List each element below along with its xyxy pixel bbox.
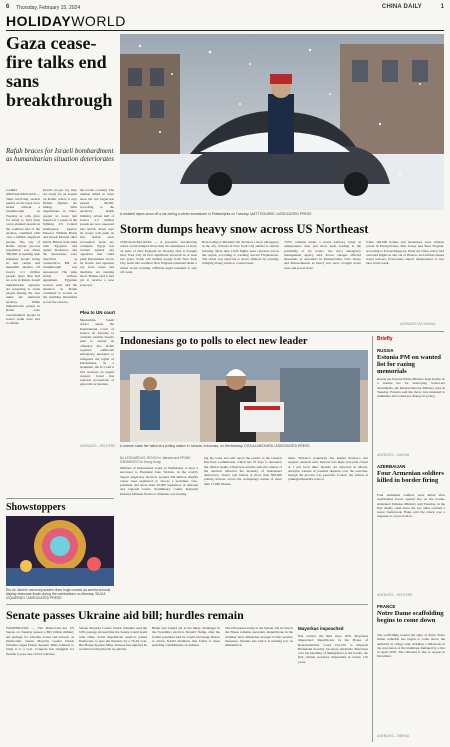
lead-headline: Gaza cease-fire talks end sans breakthrough [6,33,113,110]
section-title-rest: WORLD [71,13,126,29]
indonesia-col-2: ing the votes and will report the results to the General Elections Commission, which has 35 days to announce the official results. Observers said the smooth conduct of the election reflected the maturity of Indonesia's democracy. Voters cast ballots at more than 820,000 polling stations across the archipelago nation of more than 17,000 islands. [204,456,282,486]
briefs-sidebar [372,336,445,742]
section-title-bold: HOLIDAY [6,13,72,29]
brief-3-text: The scaffolding around the spire of Paris' Notre Dame cathedral has begun to come down, the authority in charge said, marking a milestone in the restoration of the landmark damaged by a fire in April 2019. The cathedral is due to reopen in December. [377,633,445,659]
lead-col-2: Israel's troops say they are ready for an assault on Rafah, where it says Hamas fighters are hiding. With negotiations in Cairo, people in Gaza had hoped for a pause in the fighting. US Central Intelligence Agency Director William Burns and Israeli Mossad chief David Barnea held talks with Egyptian and Qatari mediators, and the discussions were described as constructive. But no breakthrough was announced. The talks ended without agreement, Egyptian sources said, and the situation in Rafah continued to worsen as the bombing intensified across the enclave. [43,188,77,304]
storm-col-3: "NYC remains under a travel advisory today as temperatures drop and snow ends, leading to the possibility of icy roads," the city's emergency management agency said. Power outages affected thousands of customers in Pennsylvania, New Jersey and Massachusetts as heavy wet snow brought down trees and power lines. [284,240,361,270]
page-number: 6 [6,4,10,10]
lead-col-1: CAIRO, JERUSALEM/GAZA — Talks involving several parties on the Gaza truce ended without a breakthrough on Tuesday as calls grew for Israel to hold back on its planned assault on the southern end of the enclave, crammed with over a million displaced people. The city of Rafah, whose pre-war population was about 300,000, is teeming with homeless people living in tent camps and makeshift shelters. Of Gaza's 2.3 million people, more than half are now in Rafah. Israeli humanitarian agencies are preparing to assist people fleeing the area under the shattered territory. While humanitarian groups in Rafah were overwhelmed, people in Gaza's south were told to shelter. [6,188,40,326]
lead-deck: Rafah braces for Israeli bombardment as humanitarian situation deteriorates [6,147,114,163]
carnival-photo-image [6,516,114,586]
divider-showstoppers [6,498,114,499]
brief-1-country: RUSSIA [377,348,394,353]
indonesia-headline: Indonesians go to polls to elect new leader [120,336,308,347]
indonesia-col-3: them. Widodo's popularity has helped Prabowo win support, analysts said. Turnout was high, and polls closed at 1 pm local time. Results are expected in March. Analysts warned of possible disputes over the outcome, though the process was peaceful. Contact the writers at prime@chinadaily.com.cn [288,456,368,482]
brief-3-agency: AGENCIES – XINHUA [377,734,410,738]
section-title [6,13,126,29]
briefs-label: Briefly [377,336,393,342]
indonesia-col-1: Millions of Indonesians voted on Wednesday to elect a successor to President Joko Widodo, in the world's largest single-day election. Around 204 million eligible voters were registered to choose a president, vice-president and more than 20,000 legislators at national and regional levels. Preliminary counts indicated Defense Minister Prabowo Subianto was leading. [120,466,198,496]
election-photo-image [120,350,368,442]
election-photo-caption: A woman casts her ballot at a polling station in Jakarta, Indonesia, on Wednesday. DITA ALANGKARA / ASSOCIATED PRESS [120,444,310,448]
election-photo [120,350,368,442]
brief-2-text: Four Armenian soldiers were killed after Azerbaijani forces opened fire on the border, Armenia's Defense Ministry said Tuesday, in the first deadly clash since the two sides reached a peace framework. Baku said the attack was a response to a provocation. [377,493,445,519]
brief-3-title: Notre Dame scaffolding begins to come down [377,610,444,625]
snowstorm-photo-image [120,34,444,210]
lead-agency: AGENCIES – REUTERS [80,444,116,448]
senate-col-3: Biden also lashed out at the likely challenger in the November election, Donald Trump, after the former president said he would encourage Russia to attack NATO members that failed to meet spending commitments on defense. [152,626,220,648]
brief-2-title: Four Armenian soldiers killed in border firing [377,470,444,485]
senate-col-2: Senate Majority Leader Chuck Schumer said the bill's passage showed that the Senate would stand with allies. Some Republican senators joined Democrats to pass the measure by a 70-29 vote. But House Speaker Mike Johnson has signaled he would not bring the bill up quickly. [79,626,147,652]
masthead-brand: CHINA DAILY [381,4,422,10]
brief-1-text: Russia put Estonia Prime Minister Kaja Kallas on a wanted list for destroying Soviet-era monuments, the Russian Interior Ministry said on Tuesday. Estonia said the move was intended to intimidate and would not change its policy. [377,377,445,399]
carnival-photo [6,516,114,586]
storm-agency: AGENCIES VIA XINHUA [400,322,436,326]
storm-col-1: CHICAGO/ATLANTA — A powerful, fast-moving winter storm dumped more than 30 centimeters of snow on parts of New England on Tuesday after it brought New York City its first significant snowfall in at least two years. Some 120 million people from New York City north into southern New England remained under a winter storm warning. Officials urged residents to stay off roads. [120,240,197,275]
storm-col-2: Boston Mayor Michelle Wu declared a snow emergency in the city. Schools in New York City shifted to remote learning. More than 1,000 flights were canceled across the region, according to tracking service FlightAware. The storm was expected to move offshore by evening, bringing strong winds to coastal areas. [202,240,279,266]
storm-headline: Storm dumps heavy snow across US Northeast [120,222,369,236]
divider-storm [120,331,444,332]
brief-1-agency: AGENCIES – XINHUA [377,453,410,457]
indonesia-byline: By LEONARDUS JEGHO in Jakarta and PRIME SARMIENTO in Hong Kong [120,456,191,464]
divider-senate [6,604,368,605]
carnival-photo-caption: Rio de Janeiro carnival parades draw huge crowds as samba schools display elaborate floats during the celebrations on Monday. SILVIA IZQUIERDO / ASSOCIATED PRESS [6,588,111,601]
lead-col-3b: Meanwhile, South Africa asked the International Court of Justice on Tuesday to consider whether Israel's plan to extend its offensive into Rafah required additional emergency measures to safeguard the rights of Palestinians. In a statement, the ICJ said it had received an urgent request. Israel has rejected accusations of genocide as baseless. [80,318,114,387]
senate-subhead: Mayorkas impeached [298,626,344,631]
senate-headline: Senate passes Ukraine aid bill; hurdles remain [6,608,244,622]
brief-2-country: AZERBAIJAN [377,464,406,469]
lead-subhead: Plea to UN court [80,310,116,315]
issue-date: Thursday, February 15, 2024 [16,5,81,11]
senate-col-4: The bill passed easily in the Senate, but its fate in the House remains uncertain. Republicans in the chamber have demanded stronger border security measures. Ukraine has said it is running low on ammunition. [225,626,293,648]
snowstorm-photo-caption: A resident wipes snow off a car during a winter snowstorm in Philadelphia on Tuesday. MATT ROURKE / ASSOCIATED PRESS [120,212,312,216]
storm-col-4: Some 100,000 homes and businesses were without power in Pennsylvania, New Jersey and West Virginia, according to PowerOutage.us. Delta Air Lines said it had canceled flights in and out of Boston, and airlines issued travel waivers. Forecasters expect temperatures to rise later in the week. [366,240,444,266]
page-header [6,4,444,13]
brief-3-country: FRANCE [377,604,396,609]
snowstorm-photo [120,34,444,210]
lead-col-3: the border crossing. The number killed in Gaza since the war began has passed 28,000, according to the enclave's health ministry. About half of Gaza's 2.3 million people are now squeezed into Rafah. Israel says its troops will push on into Rafah once evacuation plans are complete. Egypt has warned against any operation that could push Palestinians across its border. Aid agencies say food, water and medicine are running short. Hamas said it had yet to receive a new proposal. [80,188,114,287]
section-rule [6,30,444,31]
senate-col-1: WASHINGTON — The Democratic-led US Senate on Tuesday passed a $95 billion military aid package for Ukraine, Israel and Taiwan, as Democratic Senate Majority Leader Chuck Schumer urged House Speaker Mike Johnson to bring it to a vote. Congress has struggled for months to pass new aid for Ukraine. [6,626,74,656]
showstoppers-title: Showstoppers [6,502,66,513]
brief-2-agency: AGENCIES – REUTERS [377,593,413,597]
brief-1-title: Estonia PM on wanted list for razing memorials [377,354,441,376]
page-number-right: 1 [440,4,444,10]
senate-col-5: first contact, the third since 1979. Mayorkas impeached: Republicans in the House of Representatives voted 214-216 to impeach Homeland Security Secretary Alejandro Mayorkas over his handling of immigration at the border, the first cabinet secretary impeached in nearly 150 years. [298,634,368,664]
